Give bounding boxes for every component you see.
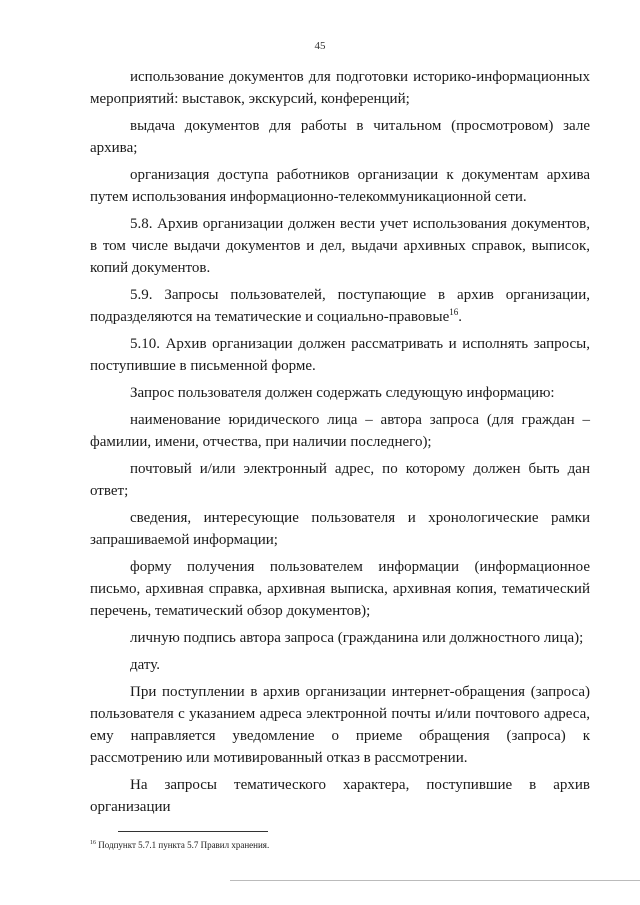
footnote bbox=[90, 839, 590, 851]
paragraph: 5.10. Архив организации должен рассматривать и исполнять запросы, поступившие в письменной форме. bbox=[90, 336, 590, 374]
paragraph: 5.8. Архив организации должен вести учет использования документов, в том числе выдачи документов и дел, выдачи архивных справок, выписок, копий документов. bbox=[90, 216, 590, 276]
footnote-text: Подпункт 5.7.1 пункта 5.7 Правил хранения. bbox=[96, 840, 270, 850]
body-text bbox=[90, 66, 590, 818]
footnote-marker: 16 bbox=[90, 840, 96, 846]
footnote-reference[interactable]: 16 bbox=[449, 307, 459, 317]
paragraph-end: . bbox=[458, 309, 462, 325]
paragraph: Запрос пользователя должен содержать следующую информацию: bbox=[130, 385, 555, 401]
paragraph: наименование юридического лица – автора запроса (для граждан – фамилии, имени, отчества, при наличии последнего); bbox=[90, 412, 590, 450]
page-number: 45 bbox=[314, 40, 326, 52]
paragraph: На запросы тематического характера, поступившие в архив организации bbox=[90, 777, 590, 815]
paragraph: сведения, интересующие пользователя и хронологические рамки запрашиваемой информации; bbox=[90, 510, 590, 548]
paragraph: форму получения пользователем информации (информационное письмо, архивная справка, архивная выписка, архивная копия, тематический перечень, тематический обзор документов); bbox=[90, 559, 590, 619]
paragraph: использование документов для подготовки историко-информационных мероприятий: выставок, экскурсий, конференций; bbox=[90, 69, 590, 107]
footnote-divider bbox=[118, 831, 268, 832]
paragraph: почтовый и/или электронный адрес, по которому должен быть дан ответ; bbox=[90, 461, 590, 499]
paragraph: выдача документов для работы в читальном (просмотровом) зале архива; bbox=[90, 118, 590, 156]
paragraph-with-footnote bbox=[90, 284, 590, 328]
paragraph: личную подпись автора запроса (гражданина или должностного лица); bbox=[130, 630, 584, 646]
paragraph: дату. bbox=[130, 657, 161, 673]
paragraph: При поступлении в архив организации интернет-обращения (запроса) пользователя с указанием адреса электронной почты и/или почтового адреса, ему направляется уведомление о приеме обращения (запроса) к рассмотрению или мотивированный отказ в рассмотрении. bbox=[90, 684, 590, 766]
paragraph: организация доступа работников организации к документам архива путем использования информационно-телекоммуникационной сети. bbox=[90, 167, 590, 205]
scan-edge-line bbox=[230, 880, 640, 881]
paragraph-text: 5.9. Запросы пользователей, поступающие в архив организации, подразделяются на тематические и социально-правовые bbox=[90, 287, 590, 325]
